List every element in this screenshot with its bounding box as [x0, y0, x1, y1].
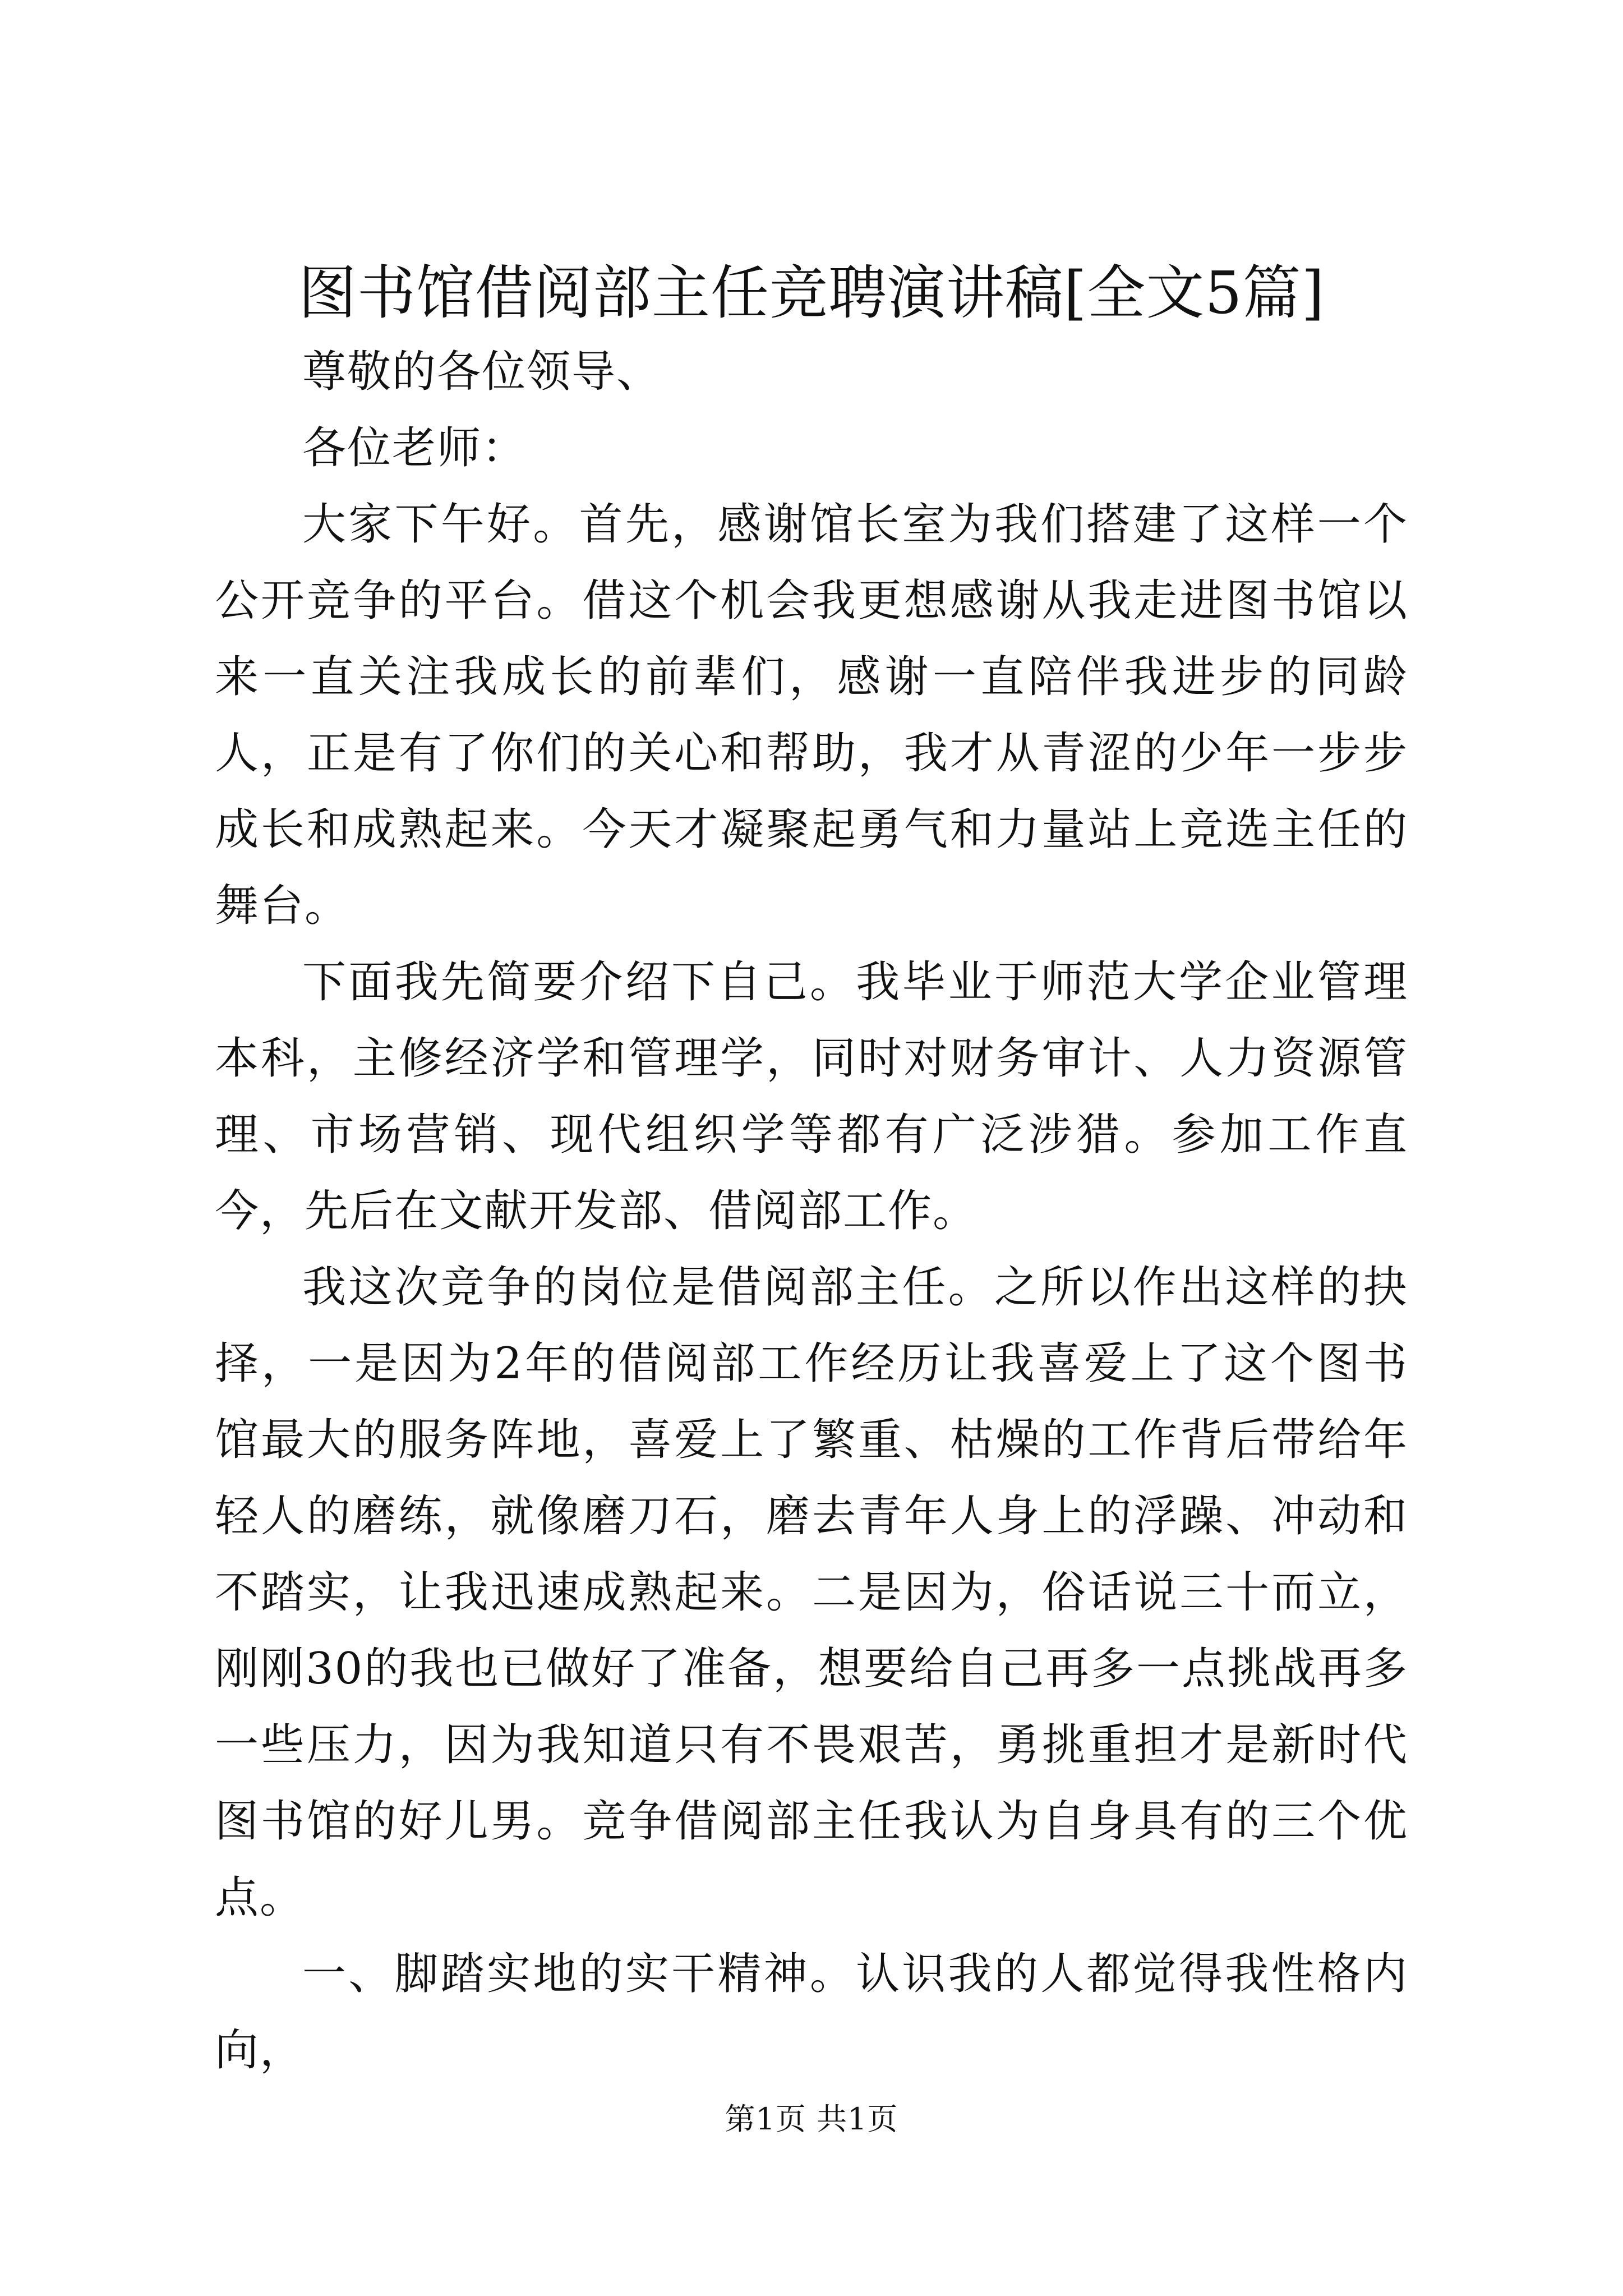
body-paragraph: 一、脚踏实地的实干精神。认识我的人都觉得我性格内向， — [215, 1949, 1408, 2076]
document-body — [215, 334, 1408, 2088]
document-title: 图书馆借阅部主任竞聘演讲稿[全文5篇] — [298, 259, 1325, 327]
salutation-line: 各位老师： — [302, 423, 527, 473]
body-paragraph: 我这次竞争的岗位是借阅部主任。之所以作出这样的抉择，一是因为2年的借阅部工作经历让我喜爱上了这个图书馆最大的服务阵地，喜爱上了繁重、枯燥的工作背后带给年轻人的磨练，就像磨刀石，磨去青年人身上的浮躁、冲动和不踏实，让我迅速成熟起来。二是因为，俗话说三十而立，刚刚30的我也已做好了准备，想要给自己再多一点挑战再多一些压力，因为我知道只有不畏艰苦，勇挑重担才是新时代图书馆的好儿男。竞争借阅部主任我认为自身具有的三个优点。 — [215, 1262, 1408, 1923]
body-paragraph: 下面我先简要介绍下自己。我毕业于师范大学企业管理本科，主修经济学和管理学，同时对财务审计、人力资源管理、市场营销、现代组织学等都有广泛涉猎。参加工作直今，先后在文献开发部、借阅部工作。 — [215, 957, 1408, 1236]
salutation-line: 尊敬的各位领导、 — [302, 347, 662, 397]
body-paragraph: 大家下午好。首先，感谢馆长室为我们搭建了这样一个公开竞争的平台。借这个机会我更想感谢从我走进图书馆以来一直关注我成长的前辈们，感谢一直陪伴我进步的同龄人，正是有了你们的关心和帮助，我才从青涩的少年一步步成长和成熟起来。今天才凝聚起勇气和力量站上竞选主任的舞台。 — [215, 499, 1408, 931]
page-number-footer: 第1页 共1页 — [725, 2101, 898, 2137]
